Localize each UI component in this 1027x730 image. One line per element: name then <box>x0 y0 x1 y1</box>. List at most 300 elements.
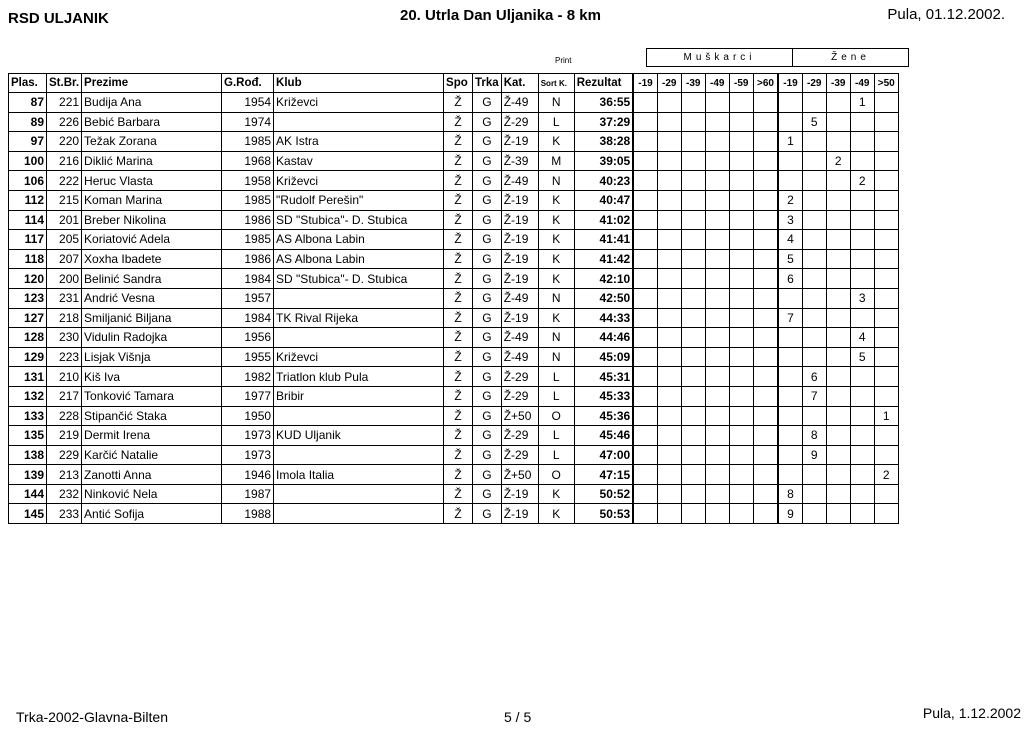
cell-kat: Ž-19 <box>501 249 538 269</box>
cell-name: Heruc Vlasta <box>82 171 222 191</box>
cell-spol: Ž <box>444 93 473 113</box>
category-rank-cell <box>874 367 898 387</box>
cell-year: 1954 <box>222 93 274 113</box>
cell-spol: Ž <box>444 269 473 289</box>
header-date: Pula, 01.12.2002. <box>887 6 1005 23</box>
cell-sort: K <box>538 230 574 250</box>
category-rank-cell <box>753 151 778 171</box>
category-rank-cell <box>657 308 681 328</box>
cell-kat: Ž-29 <box>501 367 538 387</box>
category-rank-cell <box>705 406 729 426</box>
category-rank-cell <box>705 210 729 230</box>
category-rank-cell: 6 <box>778 269 802 289</box>
cell-spol: Ž <box>444 308 473 328</box>
cell-spol: Ž <box>444 230 473 250</box>
category-rank-cell <box>802 484 826 504</box>
category-rank-cell <box>681 132 705 152</box>
category-rank-cell <box>753 367 778 387</box>
cell-plas: 128 <box>9 328 47 348</box>
category-rank-cell: 7 <box>802 386 826 406</box>
cell-stbr: 205 <box>47 230 82 250</box>
category-rank-cell <box>633 347 657 367</box>
cell-trka: G <box>473 367 502 387</box>
cell-spol: Ž <box>444 484 473 504</box>
cell-stbr: 216 <box>47 151 82 171</box>
col-sortk: Sort K. <box>538 74 574 93</box>
category-rank-cell <box>826 445 850 465</box>
category-rank-cell <box>802 190 826 210</box>
category-rank-cell <box>633 93 657 113</box>
cell-trka: G <box>473 328 502 348</box>
cell-kat: Ž-49 <box>501 347 538 367</box>
cell-trka: G <box>473 230 502 250</box>
cell-sort: O <box>538 465 574 485</box>
cell-spol: Ž <box>444 151 473 171</box>
cell-club: Križevci <box>274 347 444 367</box>
category-rank-cell: 2 <box>826 151 850 171</box>
category-rank-cell <box>874 308 898 328</box>
category-rank-cell <box>681 465 705 485</box>
cell-year: 1985 <box>222 190 274 210</box>
cell-spol: Ž <box>444 190 473 210</box>
category-rank-cell <box>729 210 753 230</box>
col-rezultat: Rezultat <box>574 74 633 93</box>
category-rank-cell <box>874 249 898 269</box>
category-rank-cell <box>633 269 657 289</box>
cell-plas: 138 <box>9 445 47 465</box>
cell-stbr: 201 <box>47 210 82 230</box>
category-rank-cell <box>705 132 729 152</box>
cell-stbr: 223 <box>47 347 82 367</box>
category-rank-cell <box>753 328 778 348</box>
table-row <box>9 230 899 250</box>
cell-plas: 89 <box>9 112 47 132</box>
category-rank-cell <box>729 328 753 348</box>
col-kat: Kat. <box>501 74 538 93</box>
cell-sort: O <box>538 406 574 426</box>
cell-year: 1958 <box>222 171 274 191</box>
category-rank-cell <box>802 269 826 289</box>
cell-sort: K <box>538 210 574 230</box>
category-rank-cell <box>729 132 753 152</box>
category-rank-cell <box>705 249 729 269</box>
category-rank-cell <box>850 112 874 132</box>
table-row <box>9 288 899 308</box>
footer-date: Pula, 1.12.2002 <box>922 705 1021 721</box>
category-rank-cell <box>778 445 802 465</box>
category-rank-cell <box>729 249 753 269</box>
category-rank-cell <box>778 171 802 191</box>
cell-trka: G <box>473 386 502 406</box>
cell-club: "Rudolf Perešin" <box>274 190 444 210</box>
cell-plas: 129 <box>9 347 47 367</box>
category-rank-cell <box>681 288 705 308</box>
category-rank-cell: 5 <box>778 249 802 269</box>
cell-year: 1950 <box>222 406 274 426</box>
category-rank-cell <box>753 308 778 328</box>
category-rank-cell <box>850 504 874 524</box>
cell-plas: 139 <box>9 465 47 485</box>
cell-plas: 120 <box>9 269 47 289</box>
category-rank-cell <box>826 269 850 289</box>
cell-kat: Ž-19 <box>501 210 538 230</box>
category-rank-cell <box>802 504 826 524</box>
category-rank-cell <box>802 230 826 250</box>
cell-stbr: 213 <box>47 465 82 485</box>
cell-result: 38:28 <box>574 132 633 152</box>
cell-name: Breber Nikolina <box>82 210 222 230</box>
cell-plas: 127 <box>9 308 47 328</box>
cell-name: Težak Zorana <box>82 132 222 152</box>
organization-name: RSD ULJANIK <box>8 10 109 27</box>
cell-spol: Ž <box>444 171 473 191</box>
category-rank-cell <box>753 269 778 289</box>
category-rank-cell: 9 <box>802 445 826 465</box>
cell-sort: L <box>538 426 574 446</box>
cell-kat: Ž-49 <box>501 171 538 191</box>
cell-year: 1973 <box>222 426 274 446</box>
cell-year: 1968 <box>222 151 274 171</box>
category-rank-cell <box>681 426 705 446</box>
cell-kat: Ž-29 <box>501 445 538 465</box>
category-rank-cell <box>778 151 802 171</box>
category-rank-cell <box>729 288 753 308</box>
category-rank-cell <box>657 328 681 348</box>
category-rank-cell <box>657 132 681 152</box>
category-rank-cell <box>778 288 802 308</box>
category-rank-cell <box>802 288 826 308</box>
col-cat-m-29: -29 <box>657 74 681 93</box>
category-rank-cell <box>850 484 874 504</box>
category-rank-cell <box>729 426 753 446</box>
category-rank-cell <box>753 171 778 191</box>
col-cat-z-49: -49 <box>850 74 874 93</box>
cell-year: 1986 <box>222 249 274 269</box>
category-rank-cell <box>826 406 850 426</box>
cell-spol: Ž <box>444 132 473 152</box>
cell-stbr: 210 <box>47 367 82 387</box>
category-rank-cell <box>657 230 681 250</box>
cell-spol: Ž <box>444 406 473 426</box>
category-rank-cell: 1 <box>850 93 874 113</box>
cell-name: Lisjak Višnja <box>82 347 222 367</box>
category-rank-cell <box>753 210 778 230</box>
cell-club: Križevci <box>274 171 444 191</box>
category-rank-cell <box>826 367 850 387</box>
category-rank-cell <box>826 328 850 348</box>
cell-result: 47:00 <box>574 445 633 465</box>
category-rank-cell <box>826 93 850 113</box>
cell-sort: M <box>538 151 574 171</box>
results-body <box>9 93 899 524</box>
col-cat-m-49: -49 <box>705 74 729 93</box>
cell-spol: Ž <box>444 328 473 348</box>
category-rank-cell <box>753 504 778 524</box>
category-rank-cell <box>826 112 850 132</box>
cell-kat: Ž-29 <box>501 112 538 132</box>
cell-trka: G <box>473 406 502 426</box>
cell-result: 50:53 <box>574 504 633 524</box>
category-rank-cell: 5 <box>850 347 874 367</box>
category-rank-cell <box>633 426 657 446</box>
category-rank-cell <box>633 171 657 191</box>
category-rank-cell <box>729 347 753 367</box>
category-rank-cell <box>633 288 657 308</box>
cell-sort: L <box>538 386 574 406</box>
cell-stbr: 232 <box>47 484 82 504</box>
category-rank-cell: 9 <box>778 504 802 524</box>
cell-name: Diklić Marina <box>82 151 222 171</box>
category-rank-cell <box>633 484 657 504</box>
cell-kat: Ž-19 <box>501 504 538 524</box>
cell-result: 36:55 <box>574 93 633 113</box>
cell-stbr: 219 <box>47 426 82 446</box>
category-rank-cell <box>633 445 657 465</box>
category-rank-cell <box>826 288 850 308</box>
cell-trka: G <box>473 171 502 191</box>
cell-trka: G <box>473 112 502 132</box>
cell-name: Tonković Tamara <box>82 386 222 406</box>
cell-result: 40:47 <box>574 190 633 210</box>
cell-club: AS Albona Labin <box>274 230 444 250</box>
col-spol: Spo <box>444 74 473 93</box>
cell-trka: G <box>473 288 502 308</box>
category-rank-cell <box>874 230 898 250</box>
category-rank-cell <box>778 406 802 426</box>
category-rank-cell <box>826 308 850 328</box>
cell-trka: G <box>473 426 502 446</box>
category-rank-cell <box>657 269 681 289</box>
cell-stbr: 228 <box>47 406 82 426</box>
cell-sort: K <box>538 249 574 269</box>
cell-name: Andrić Vesna <box>82 288 222 308</box>
cell-kat: Ž-49 <box>501 93 538 113</box>
cell-result: 42:10 <box>574 269 633 289</box>
cell-year: 1977 <box>222 386 274 406</box>
category-rank-cell <box>705 93 729 113</box>
category-rank-cell <box>729 151 753 171</box>
category-rank-cell <box>633 230 657 250</box>
category-rank-cell <box>850 445 874 465</box>
cell-plas: 112 <box>9 190 47 210</box>
cell-sort: N <box>538 171 574 191</box>
cell-spol: Ž <box>444 367 473 387</box>
category-rank-cell <box>681 249 705 269</box>
category-rank-cell <box>681 210 705 230</box>
category-rank-cell <box>874 151 898 171</box>
cell-plas: 100 <box>9 151 47 171</box>
cell-kat: Ž-19 <box>501 484 538 504</box>
category-rank-cell <box>826 171 850 191</box>
category-rank-cell <box>657 112 681 132</box>
cell-year: 1957 <box>222 288 274 308</box>
category-rank-cell <box>681 112 705 132</box>
cell-kat: Ž-19 <box>501 308 538 328</box>
col-plas: Plas. <box>9 74 47 93</box>
table-row <box>9 190 899 210</box>
category-rank-cell <box>681 386 705 406</box>
category-rank-cell <box>705 445 729 465</box>
category-rank-cell <box>826 465 850 485</box>
category-rank-cell <box>633 386 657 406</box>
category-rank-cell <box>705 426 729 446</box>
category-rank-cell <box>778 112 802 132</box>
category-rank-cell <box>705 386 729 406</box>
category-rank-cell: 1 <box>874 406 898 426</box>
cell-sort: N <box>538 328 574 348</box>
cell-year: 1982 <box>222 367 274 387</box>
category-rank-cell <box>850 406 874 426</box>
category-rank-cell <box>657 151 681 171</box>
category-rank-cell <box>778 328 802 348</box>
cell-stbr: 221 <box>47 93 82 113</box>
cell-result: 45:31 <box>574 367 633 387</box>
cell-club: Imola Italia <box>274 465 444 485</box>
category-rank-cell <box>633 367 657 387</box>
category-rank-cell <box>681 406 705 426</box>
category-rank-cell <box>633 151 657 171</box>
category-rank-cell <box>826 190 850 210</box>
category-rank-cell <box>802 465 826 485</box>
cell-year: 1986 <box>222 210 274 230</box>
table-row <box>9 112 899 132</box>
cell-club: Kastav <box>274 151 444 171</box>
category-rank-cell <box>657 406 681 426</box>
category-rank-cell <box>633 132 657 152</box>
table-row <box>9 465 899 485</box>
cell-club: SD "Stubica"- D. Stubica <box>274 269 444 289</box>
category-rank-cell <box>874 328 898 348</box>
category-rank-cell <box>753 386 778 406</box>
cell-club <box>274 112 444 132</box>
cell-kat: Ž+50 <box>501 406 538 426</box>
category-rank-cell <box>850 151 874 171</box>
category-rank-cell <box>729 171 753 191</box>
cell-club <box>274 328 444 348</box>
col-stbr: St.Br. <box>47 74 82 93</box>
cell-result: 45:09 <box>574 347 633 367</box>
col-grod: G.Rođ. <box>222 74 274 93</box>
cell-plas: 132 <box>9 386 47 406</box>
results-table <box>8 73 899 524</box>
header-row <box>9 74 899 93</box>
category-rank-cell <box>729 465 753 485</box>
category-rank-cell <box>705 151 729 171</box>
cell-stbr: 217 <box>47 386 82 406</box>
cell-result: 37:29 <box>574 112 633 132</box>
category-rank-cell <box>705 230 729 250</box>
category-rank-cell <box>657 347 681 367</box>
category-rank-cell <box>657 465 681 485</box>
table-row <box>9 151 899 171</box>
table-row <box>9 93 899 113</box>
cell-result: 47:15 <box>574 465 633 485</box>
category-rank-cell <box>802 328 826 348</box>
cell-club <box>274 504 444 524</box>
cell-club: TK Rival Rijeka <box>274 308 444 328</box>
cell-spol: Ž <box>444 445 473 465</box>
category-rank-cell <box>705 288 729 308</box>
cell-stbr: 230 <box>47 328 82 348</box>
col-cat-z-19: -19 <box>778 74 802 93</box>
col-cat-m-60: >60 <box>753 74 778 93</box>
cell-name: Belinić Sandra <box>82 269 222 289</box>
cell-trka: G <box>473 465 502 485</box>
cell-club <box>274 445 444 465</box>
cell-kat: Ž-49 <box>501 328 538 348</box>
category-rank-cell: 2 <box>874 465 898 485</box>
category-rank-cell <box>681 230 705 250</box>
cell-spol: Ž <box>444 249 473 269</box>
cell-plas: 118 <box>9 249 47 269</box>
cell-kat: Ž-19 <box>501 230 538 250</box>
category-rank-cell <box>681 171 705 191</box>
cell-stbr: 215 <box>47 190 82 210</box>
cell-result: 45:36 <box>574 406 633 426</box>
cell-club: AK Istra <box>274 132 444 152</box>
cell-plas: 97 <box>9 132 47 152</box>
category-rank-cell <box>826 210 850 230</box>
cell-year: 1984 <box>222 269 274 289</box>
category-rank-cell <box>753 93 778 113</box>
category-rank-cell <box>802 347 826 367</box>
col-prezime: Prezime <box>82 74 222 93</box>
cell-stbr: 207 <box>47 249 82 269</box>
table-row <box>9 210 899 230</box>
category-rank-cell <box>705 269 729 289</box>
category-rank-cell <box>633 504 657 524</box>
category-rank-cell <box>826 386 850 406</box>
cell-trka: G <box>473 249 502 269</box>
cell-plas: 114 <box>9 210 47 230</box>
cell-sort: N <box>538 288 574 308</box>
category-rank-cell <box>657 426 681 446</box>
cell-trka: G <box>473 269 502 289</box>
cell-sort: L <box>538 445 574 465</box>
category-rank-cell <box>778 465 802 485</box>
category-rank-cell <box>705 367 729 387</box>
cell-year: 1988 <box>222 504 274 524</box>
cell-plas: 144 <box>9 484 47 504</box>
cell-name: Dermit Irena <box>82 426 222 446</box>
category-rank-cell <box>826 132 850 152</box>
category-rank-cell <box>633 210 657 230</box>
category-rank-cell: 4 <box>778 230 802 250</box>
cell-name: Bebić Barbara <box>82 112 222 132</box>
section-women: Žene <box>793 49 909 67</box>
category-rank-cell <box>874 210 898 230</box>
cell-club: SD "Stubica"- D. Stubica <box>274 210 444 230</box>
category-rank-cell <box>705 347 729 367</box>
category-rank-cell <box>705 308 729 328</box>
category-rank-cell <box>802 308 826 328</box>
cell-name: Koriatović Adela <box>82 230 222 250</box>
category-rank-cell <box>657 367 681 387</box>
cell-club: Bribir <box>274 386 444 406</box>
category-rank-cell <box>850 269 874 289</box>
category-rank-cell <box>874 171 898 191</box>
category-rank-cell <box>705 328 729 348</box>
category-rank-cell <box>826 347 850 367</box>
cell-trka: G <box>473 151 502 171</box>
cell-club <box>274 288 444 308</box>
cell-name: Antić Sofija <box>82 504 222 524</box>
col-trka: Trka <box>473 74 502 93</box>
category-rank-cell <box>802 132 826 152</box>
cell-result: 39:05 <box>574 151 633 171</box>
col-cat-z-50: >50 <box>874 74 898 93</box>
category-rank-cell <box>874 93 898 113</box>
